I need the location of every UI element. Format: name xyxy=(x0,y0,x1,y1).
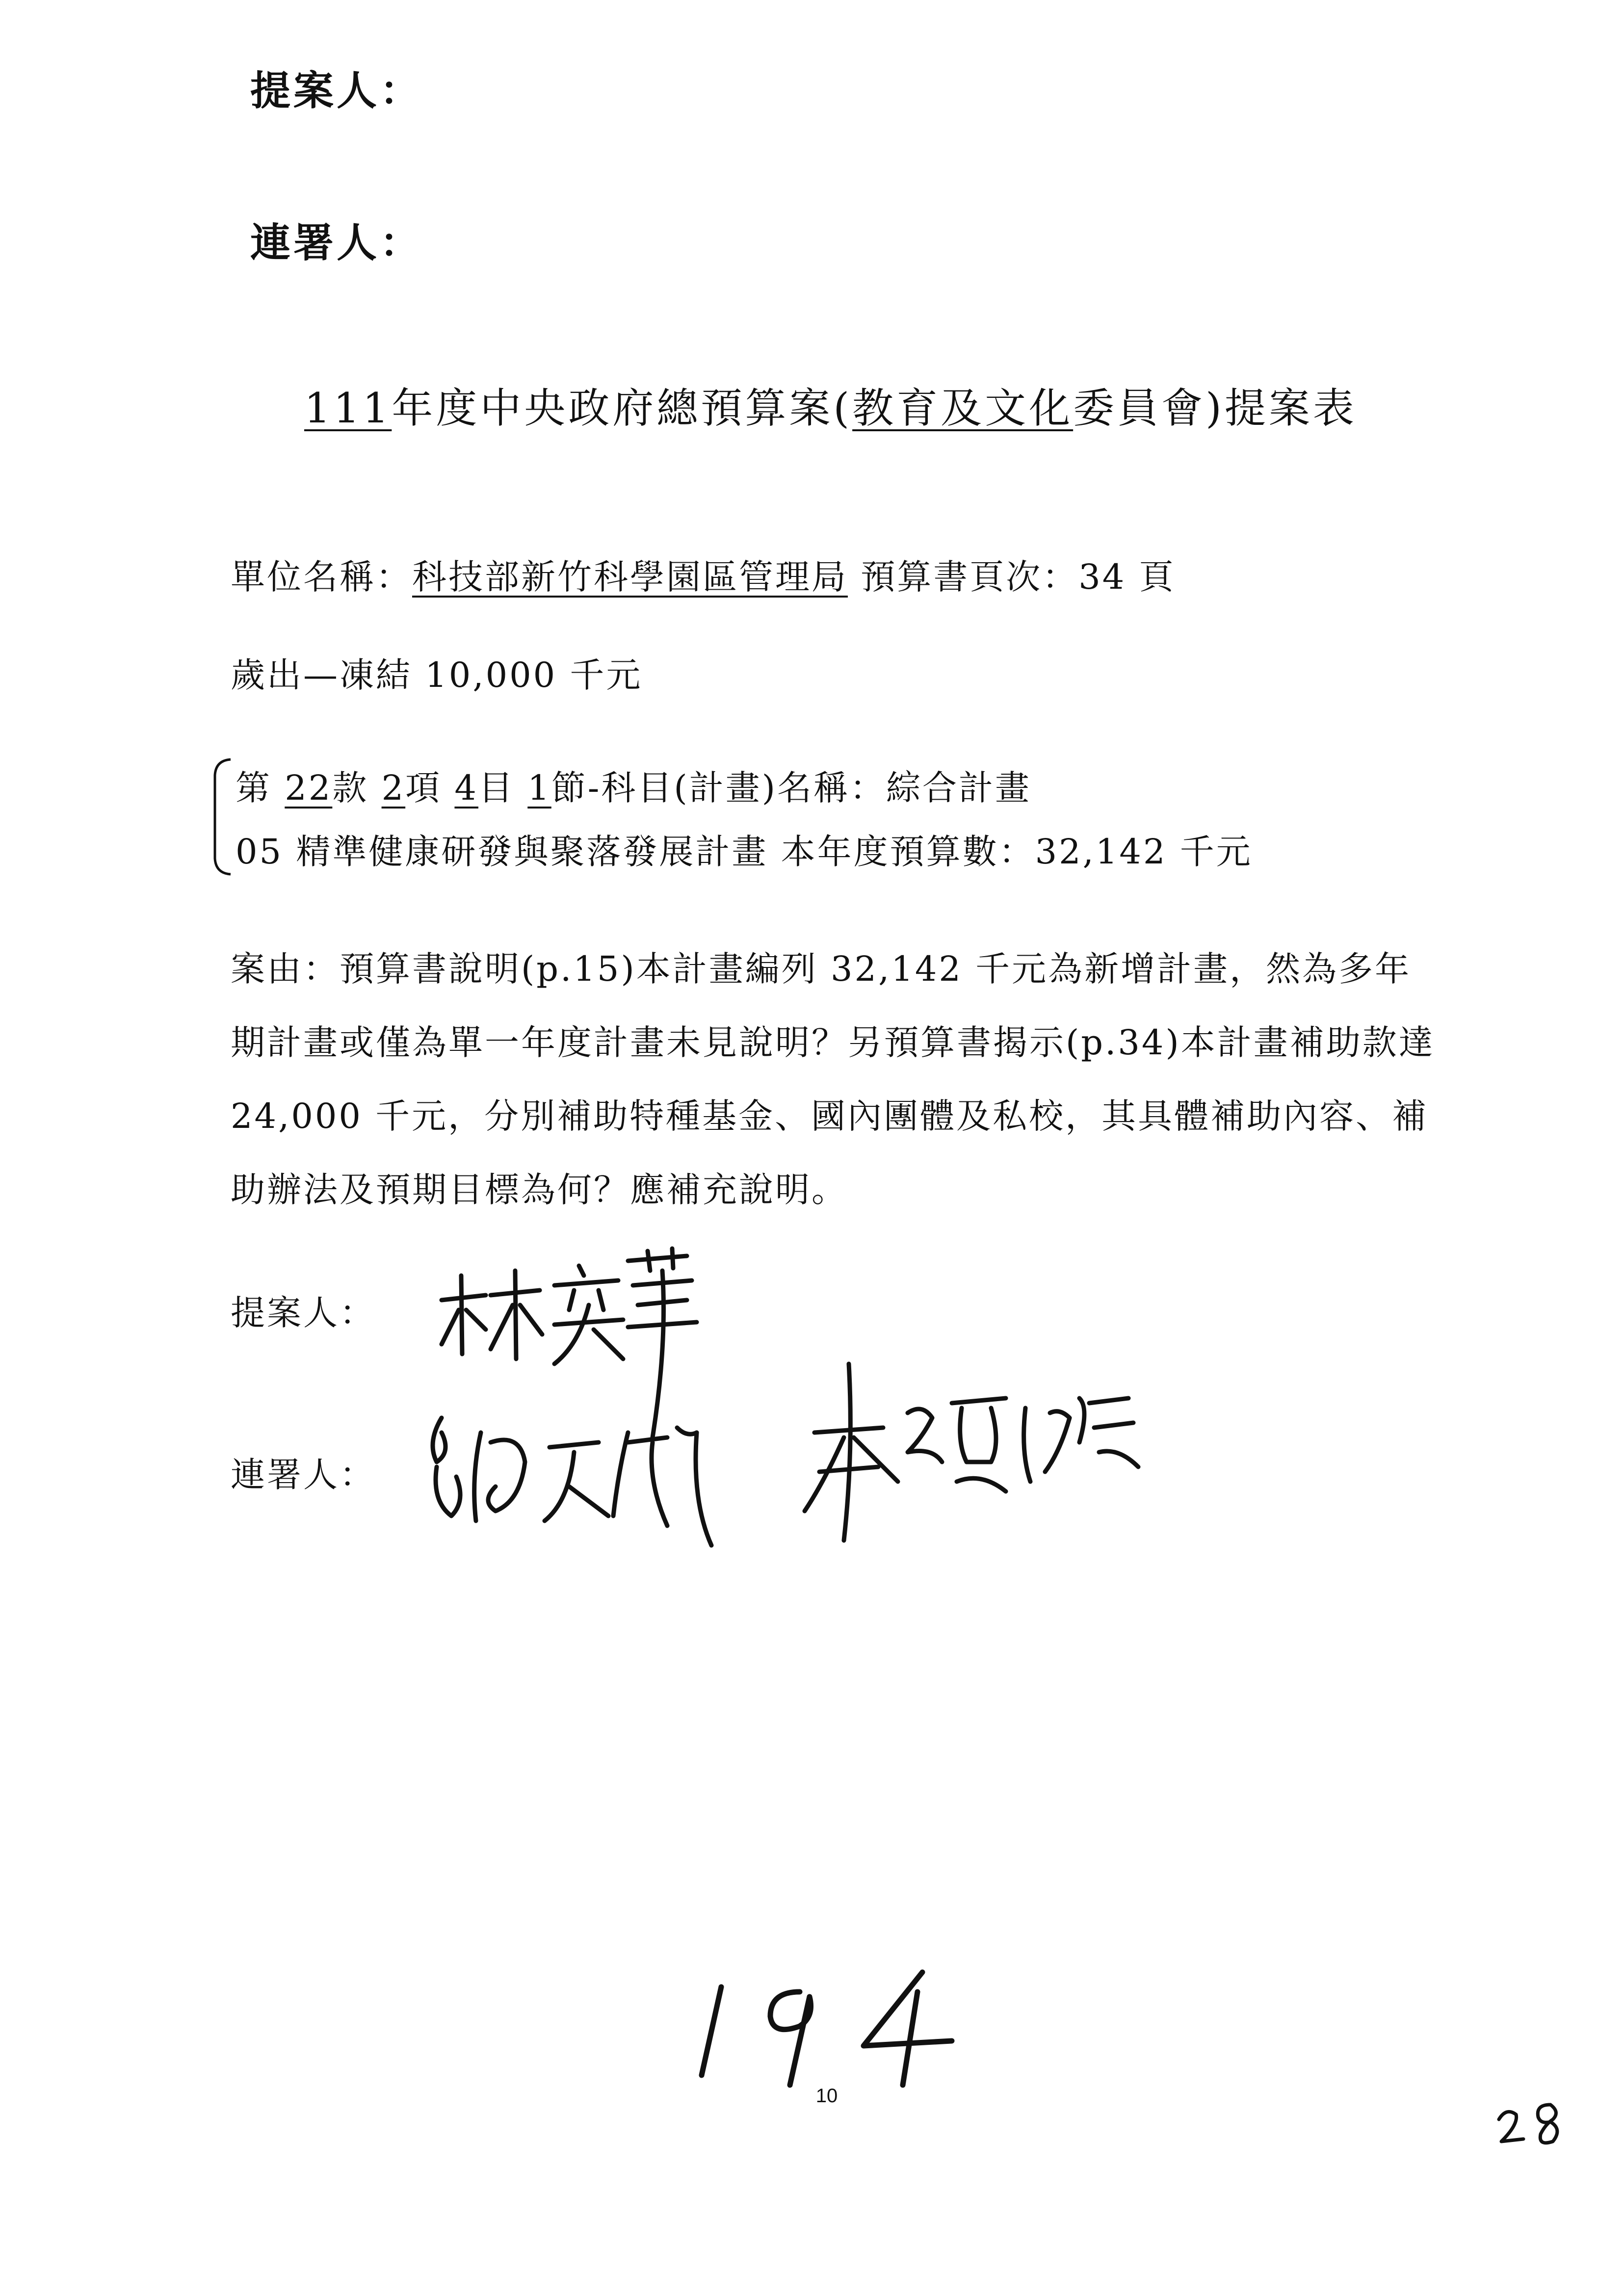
signature-proposer-label: 提案人： xyxy=(231,1293,376,1333)
item-xiang-suffix: 項 xyxy=(405,768,442,808)
item-prefix: 第 xyxy=(236,768,272,808)
item-kuan: 22 xyxy=(285,768,333,808)
page-title xyxy=(304,375,1357,435)
item-mu: 4 xyxy=(454,768,478,808)
header-proposer-label: 提案人： xyxy=(250,67,423,114)
page-number: 10 xyxy=(815,2085,838,2107)
title-middle: 年度中央政府總預算案( xyxy=(392,384,853,432)
item-kuan-suffix: 款 xyxy=(332,768,369,808)
signature-cosigner-label: 連署人： xyxy=(231,1455,376,1495)
title-committee: 教育及文化 xyxy=(852,384,1074,432)
item-jie: 1 xyxy=(527,768,551,808)
item-rest: 節-科目(計畫)名稱：綜合計畫 xyxy=(551,768,1032,808)
header-cosigner-label: 連署人： xyxy=(250,219,423,266)
item-xiang: 2 xyxy=(381,768,406,808)
unit-name: 科技部新竹科學園區管理局 xyxy=(412,557,848,597)
item-line-1 xyxy=(236,760,1031,810)
expenditure-line: 歲出—凍結 10,000 千元 xyxy=(231,655,643,695)
reason-paragraph: 案由：預算書說明(p.15)本計畫編列 32,142 千元為新增計畫，然為多年期計畫或僅為單一年度計畫未見說明？另預算書揭示(p.34)本計畫補助款達 24,000 千元，分別補助特種基金、國內團體及私校，其具體補助內容、補助辦法及預期目標為何？應補充說明。 xyxy=(231,949,1435,1210)
cosigner-signature-1 xyxy=(422,1403,756,1550)
title-end: 委員會)提案表 xyxy=(1073,384,1357,432)
unit-line xyxy=(231,549,1176,599)
bracket-mark xyxy=(206,756,236,878)
cosigner-signature-2 xyxy=(795,1354,1148,1560)
item-line-2: 05 精準健康研發與聚落發展計畫 本年度預算數：32,142 千元 xyxy=(236,832,1253,872)
unit-page-ref: 預算書頁次：34 頁 xyxy=(848,557,1176,597)
corner-mark xyxy=(1492,2095,1570,2154)
handwritten-number xyxy=(687,1962,962,2090)
title-year: 111 xyxy=(304,384,392,432)
item-mu-suffix: 目 xyxy=(478,768,515,808)
unit-label: 單位名稱： xyxy=(231,557,412,597)
